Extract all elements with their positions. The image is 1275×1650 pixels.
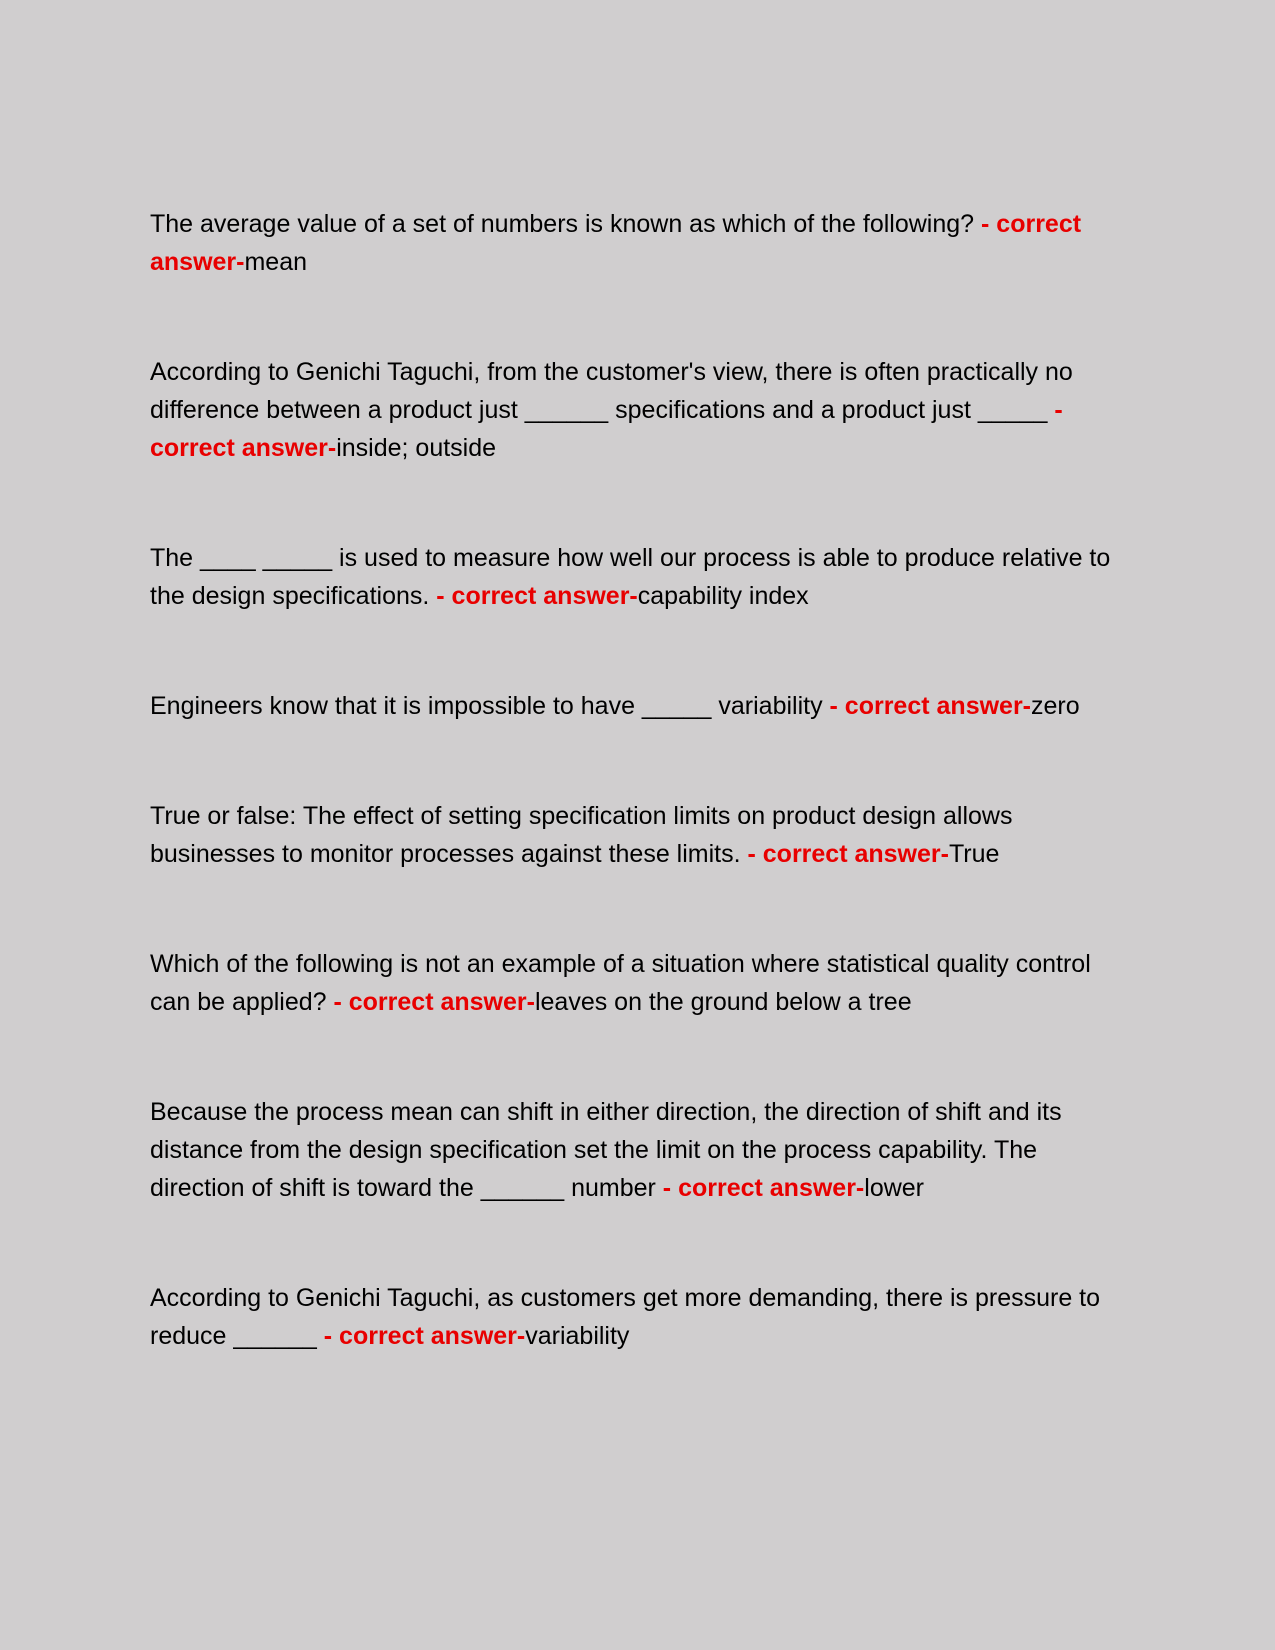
question-text: According to Genichi Taguchi, from the customer's view, there is often practically no difference between a product just ______ specifications and a product just _____: [150, 358, 1080, 424]
correct-answer-marker: - correct answer-: [747, 840, 949, 868]
qa-item-4: [150, 687, 1125, 725]
question-text: Because the process mean can shift in either direction, the direction of shift and its distance from the design specification set the limit on the process capability. The direction of shift is toward the ______ number: [150, 1098, 1069, 1202]
correct-answer-marker: - correct answer-: [150, 210, 1089, 276]
answer-text: mean: [244, 248, 308, 276]
question-text: The ____ _____ is used to measure how well our process is able to produce relative to the design specifications.: [150, 544, 1118, 610]
qa-item-3: [150, 539, 1125, 615]
correct-answer-marker: - correct answer-: [333, 988, 535, 1016]
answer-text: True: [948, 840, 1000, 868]
question-text: Engineers know that it is impossible to have _____ variability: [150, 692, 830, 720]
correct-answer-marker: - correct answer-: [150, 396, 1070, 462]
document-page: [150, 205, 1125, 1355]
correct-answer-marker: - correct answer-: [323, 1322, 526, 1350]
answer-text: leaves on the ground below a tree: [534, 988, 912, 1016]
qa-item-5: [150, 797, 1125, 873]
answer-text: capability index: [637, 582, 809, 610]
qa-item-8: [150, 1279, 1125, 1355]
qa-item-1: [150, 205, 1125, 281]
answer-text: lower: [864, 1174, 925, 1202]
question-text: The average value of a set of numbers is known as which of the following?: [150, 210, 982, 238]
question-text: According to Genichi Taguchi, as customers get more demanding, there is pressure to reduce ______: [150, 1284, 1107, 1350]
qa-item-7: [150, 1093, 1125, 1207]
qa-item-2: [150, 353, 1125, 467]
answer-text: inside; outside: [336, 434, 497, 462]
correct-answer-marker: - correct answer-: [436, 582, 638, 610]
correct-answer-marker: - correct answer-: [662, 1174, 865, 1202]
correct-answer-marker: - correct answer-: [829, 692, 1031, 720]
question-text: Which of the following is not an example of a situation where statistical quality control can be applied?: [150, 950, 1098, 1016]
answer-text: variability: [525, 1322, 630, 1350]
question-text: True or false: The effect of setting specification limits on product design allows businesses to monitor processes against these limits.: [150, 802, 1020, 868]
answer-text: zero: [1031, 692, 1080, 720]
qa-item-6: [150, 945, 1125, 1021]
